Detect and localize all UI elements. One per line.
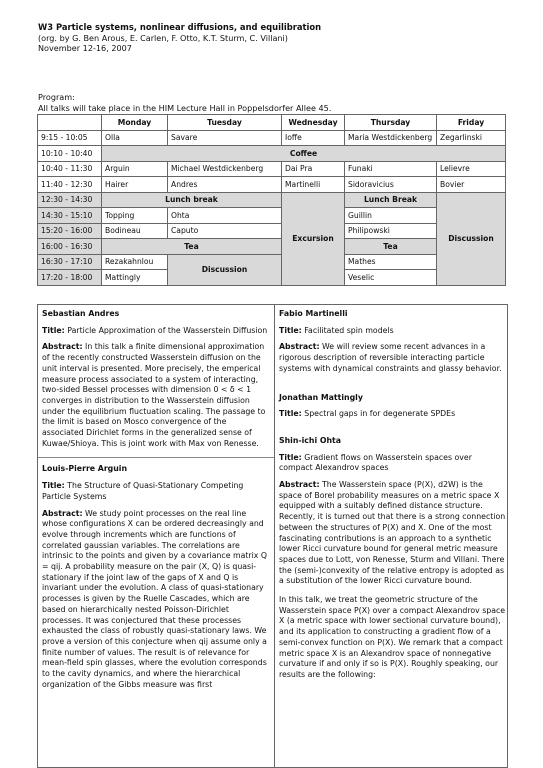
time-slot: 15:20 - 16:00 (38, 223, 102, 239)
talk-cell: Mattingly (102, 270, 168, 286)
talk-cell: Veselic (345, 270, 437, 286)
talk-cell: Hairer (102, 177, 168, 193)
title-text: Spectral gaps in for degenerate SPDEs (304, 409, 456, 419)
title-text: The Structure of Quasi-Stationary Competing Particle Systems (42, 481, 244, 501)
lunch-break-cell: Lunch break (102, 192, 282, 208)
abstract-label: Abstract: (279, 342, 320, 352)
talk-title (279, 453, 507, 474)
talk-cell: Bovier (437, 177, 506, 193)
time-slot: 14:30 - 15:10 (38, 208, 102, 224)
speaker-name: Louis-Pierre Arguin (42, 464, 128, 474)
talk-cell: Guillin (345, 208, 437, 224)
schedule-table (37, 114, 506, 286)
day-header: Thursday (345, 115, 437, 131)
talk-cell: Lelievre (437, 161, 506, 177)
tea-break-cell: Tea (102, 239, 282, 255)
talk-cell: Arguin (102, 161, 168, 177)
discussion-cell: Discussion (437, 192, 506, 285)
talk-cell: Michael Westdickenberg (168, 161, 282, 177)
abstract-text: In this talk a finite dimensional approximation of the recently constructed Wasserstein diffusion on the unit interval is presented. More precisely, the emperical measure process associated to a system of interacting, two-sided Bessel processes with dimension 0 < δ < 1 converges in distribution to the Wasserstein diffusion under the equilibrium fluctuation scaling. The passage to the limit is based on Mosco convergence of the associated Dirichlet forms in the generalized sense of Kuwae/Shioya. This is joint work with Max von Renesse. (42, 342, 266, 448)
table-row (38, 192, 506, 208)
title-label: Title: (279, 409, 302, 419)
abstract-text: We study point processes on the real line whose configurations X can be ordered decreasingly and evolve through increments which are functions of correlated gaussian variables. The correlations are intrinsic to the points and given by a covariance matrix Q = qij. A probability measure on the pair (X, Q) is quasi-stationary if the joint law of the gaps of X and Q is invariant under the evolution. A class of quasi-stationary processes is given by the Ruelle Cascades, which are based on hierarchically nested Poisson-Dirichlet processes. It was conjectured that these processes exhausted the class of robustly quasi-stationary laws. We prove a version of this conjecture when qij assume only a finite number of values. The result is of relevance for mean-field spin glasses, where the evolution corresponds to the cavity dynamics, and where the hierarchical organization of the Gibbs measure was first (42, 508, 268, 689)
title-label: Title: (42, 325, 65, 335)
day-header: Wednesday (282, 115, 345, 131)
title-label: Title: (279, 325, 302, 335)
talk-cell: Ioffe (282, 130, 345, 146)
discussion-cell: Discussion (168, 254, 282, 285)
talk-abstract (279, 342, 507, 374)
time-slot: 9:15 - 10:05 (38, 130, 102, 146)
abstracts-box (37, 304, 508, 768)
time-slot: 16:00 - 16:30 (38, 239, 102, 255)
talk-cell: Dai Pra (282, 161, 345, 177)
tea-break-cell: Tea (345, 239, 437, 255)
table-row (38, 254, 506, 270)
program-note: All talks will take place in the HIM Lecture Hall in Poppelsdorfer Allee 45. (38, 102, 332, 113)
lunch-break-cell: Lunch Break (345, 192, 437, 208)
table-row (38, 177, 506, 193)
talk-cell: Andres (168, 177, 282, 193)
title-text: Facilitated spin models (304, 325, 394, 335)
talk-cell: Zegarlinski (437, 130, 506, 146)
program-intro (38, 92, 331, 113)
time-slot: 12:30 - 14:30 (38, 192, 102, 208)
abstract-label: Abstract: (42, 508, 83, 518)
time-slot: 17:20 - 18:00 (38, 270, 102, 286)
program-label: Program: (38, 92, 75, 102)
organizers: (org. by G. Ben Arous, E. Carlen, F. Otto, K.T. Sturm, C. Villani) (38, 32, 288, 43)
time-slot: 10:40 - 11:30 (38, 161, 102, 177)
speaker-name: Fabio Martinelli (279, 309, 348, 318)
talk-cell: Maria Westdickenberg (345, 130, 437, 146)
title-text: Gradient flows on Wasserstein spaces over compact Alexandrov spaces (279, 452, 472, 473)
day-header: Tuesday (168, 115, 282, 131)
title-text: Particle Approximation of the Wasserstein Diffusion (67, 325, 268, 335)
talk-cell: Sidoravicius (345, 177, 437, 193)
time-slot: 11:40 - 12:30 (38, 177, 102, 193)
talk-abstract (42, 342, 270, 449)
speaker-name: Sebastian Andres (42, 309, 120, 318)
talk-abstract (42, 509, 270, 691)
table-row (38, 239, 506, 255)
divider (38, 457, 274, 458)
workshop-dates: November 12-16, 2007 (38, 43, 132, 54)
abstracts-right-column (275, 305, 511, 767)
abstract-label: Abstract: (42, 342, 83, 352)
speaker-name: Jonathan Mattingly (279, 392, 363, 402)
talk-abstract (279, 480, 507, 587)
talk-cell: Olla (102, 130, 168, 146)
table-row (38, 161, 506, 177)
talk-cell: Funaki (345, 161, 437, 177)
talk-cell: Philipowski (345, 223, 437, 239)
abstract-label: Abstract: (279, 480, 320, 490)
abstracts-left-column (38, 305, 275, 767)
talk-title (279, 326, 507, 337)
table-row (38, 130, 506, 146)
talk-title (42, 481, 270, 502)
talk-cell: Ohta (168, 208, 282, 224)
talk-cell: Caputo (168, 223, 282, 239)
abstract-text: The Wasserstein space (P(X), d2W) is the space of Borel probability measures on a metric space X equipped with a suitably defined distance structure. Recently, it is turned out that there is a strong connection between the structures of P(X) and X. One of the most fascinating contributions is an approach to a synthetic lower Ricci curvature bound for general metric measure spaces due to Lott, von Renesse, Sturm and Villani. There the (semi-)convexity of the relative entropy is adopted as a substitution of the lower Ricci curvature bound. (279, 480, 506, 586)
workshop-title: W3 Particle systems, nonlinear diffusions, and equilibration (38, 22, 322, 32)
time-slot: 10:10 - 10:40 (38, 146, 102, 162)
day-header: Friday (437, 115, 506, 131)
coffee-break-cell: Coffee (102, 146, 506, 162)
talk-cell: Rezakahnlou (102, 254, 168, 270)
talk-cell: Topping (102, 208, 168, 224)
title-label: Title: (42, 481, 65, 491)
talk-cell: Mathes (345, 254, 437, 270)
excursion-cell: Excursion (282, 192, 345, 285)
day-header: Monday (102, 115, 168, 131)
time-slot: 16:30 - 17:10 (38, 254, 102, 270)
talk-cell: Bodineau (102, 223, 168, 239)
table-row (38, 146, 506, 162)
talk-title (279, 409, 507, 420)
talk-cell: Martinelli (282, 177, 345, 193)
corner-cell (38, 115, 102, 131)
talk-abstract-continued: In this talk, we treat the geometric structure of the Wasserstein space P(X) over a compact Alexandrov space X (a metric space with lower sectional curvature bound), and its application to constructing a gradient flow of a semi-convex function on P(X). We remark that a compact metric space X is an Alexandrov space of nonnegative curvature if and only if so is P(X). Roughly speaking, our results are the following: (279, 595, 506, 679)
table-row (38, 223, 506, 239)
abstract-text: We will review some recent advances in a rigorous description of reversible interacting particle systems with dynamical constraints and glassy behavior. (279, 342, 502, 373)
talk-title (42, 326, 270, 337)
schedule-header-row (38, 115, 506, 131)
speaker-name: Shin-ichi Ohta (279, 435, 342, 445)
table-row (38, 208, 506, 224)
title-label: Title: (279, 452, 302, 462)
workshop-header (38, 22, 321, 54)
talk-cell: Savare (168, 130, 282, 146)
